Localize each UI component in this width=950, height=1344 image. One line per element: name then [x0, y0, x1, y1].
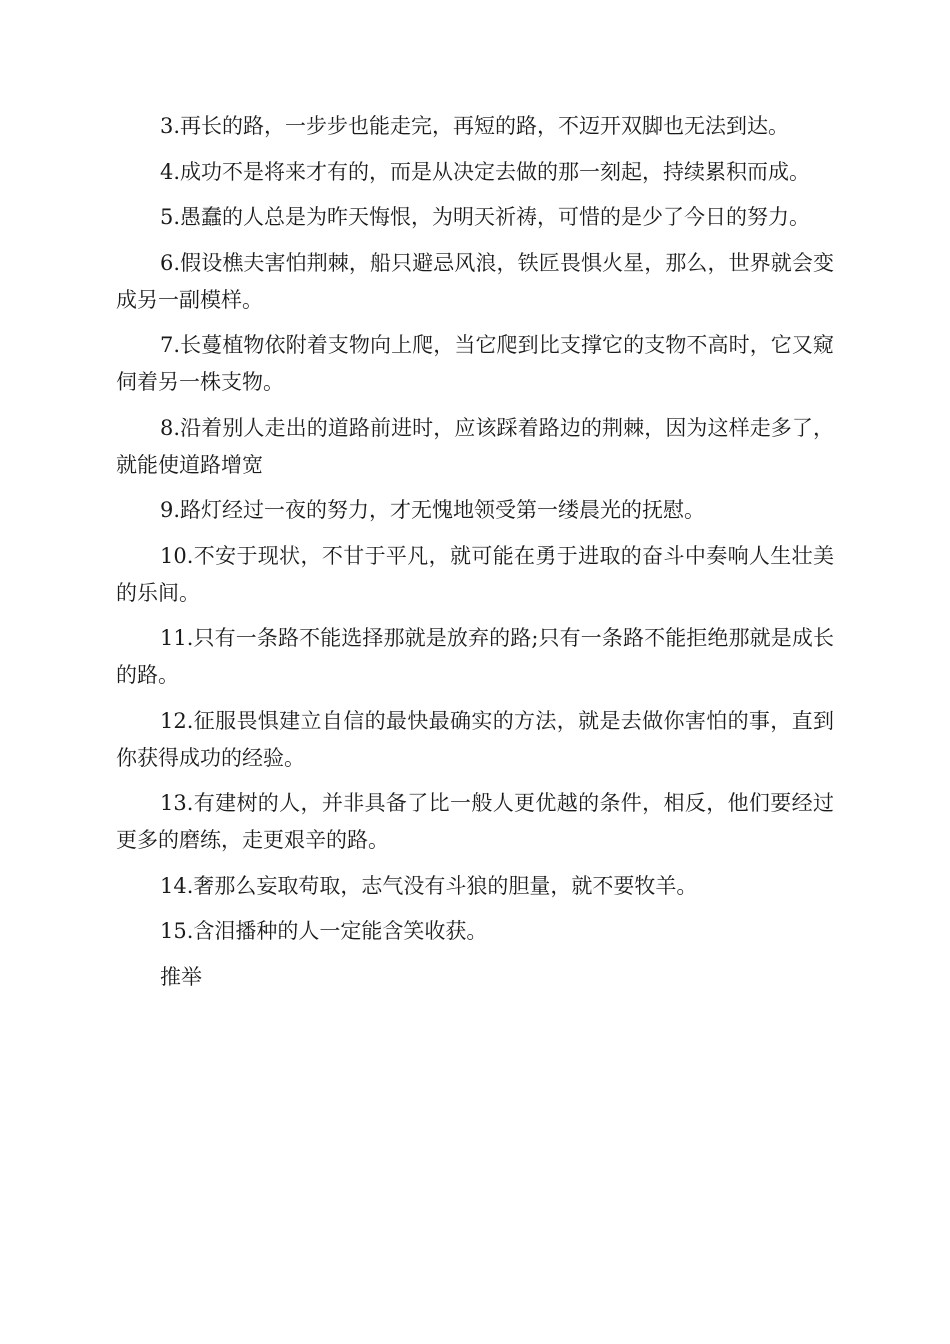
paragraph-9: 9.路灯经过一夜的努力，才无愧地领受第一缕晨光的抚慰。 [160, 498, 706, 522]
paragraph-13: 13.有建树的人，并非具备了比一般人更优越的条件，相反，他们要经过更多的磨练，走更艰辛的路。 [116, 791, 834, 852]
paragraph-11: 11.只有一条路不能选择那就是放弃的路;只有一条路不能拒绝那就是成长的路。 [116, 626, 834, 687]
paragraph-5: 5.愚蠢的人总是为昨天悔恨，为明天祈祷，可惜的是少了今日的努力。 [160, 205, 811, 229]
paragraph-12: 12.征服畏惧建立自信的最快最确实的方法，就是去做你害怕的事，直到你获得成功的经验。 [116, 708, 834, 770]
paragraph-15: 15.含泪播种的人一定能含笑收获。 [160, 919, 488, 943]
paragraph-6: 6.假设樵夫害怕荆棘，船只避忌风浪，铁匠畏惧火星，那么，世界就会变成另一副模样。 [116, 250, 834, 312]
paragraph-recommend: 推举 [160, 964, 202, 989]
paragraph-7: 7.长蔓植物依附着支物向上爬，当它爬到比支撑它的支物不高时，它又窥伺着另一株支物。 [116, 333, 834, 394]
paragraph-10: 10.不安于现状，不甘于平凡，就可能在勇于进取的奋斗中奏响人生壮美的乐间。 [116, 543, 834, 605]
paragraph-8: 8.沿着别人走出的道路前进时，应该踩着路边的荆棘，因为这样走多了，就能使道路增宽 [116, 415, 834, 477]
paragraph-14: 14.奢那么妄取苟取，志气没有斗狼的胆量，就不要牧羊。 [160, 873, 698, 898]
paragraph-3: 3.再长的路，一步步也能走完，再短的路，不迈开双脚也无法到达。 [160, 114, 790, 138]
paragraph-4: 4.成功不是将来才有的，而是从决定去做的那一刻起，持续累积而成。 [160, 159, 811, 184]
